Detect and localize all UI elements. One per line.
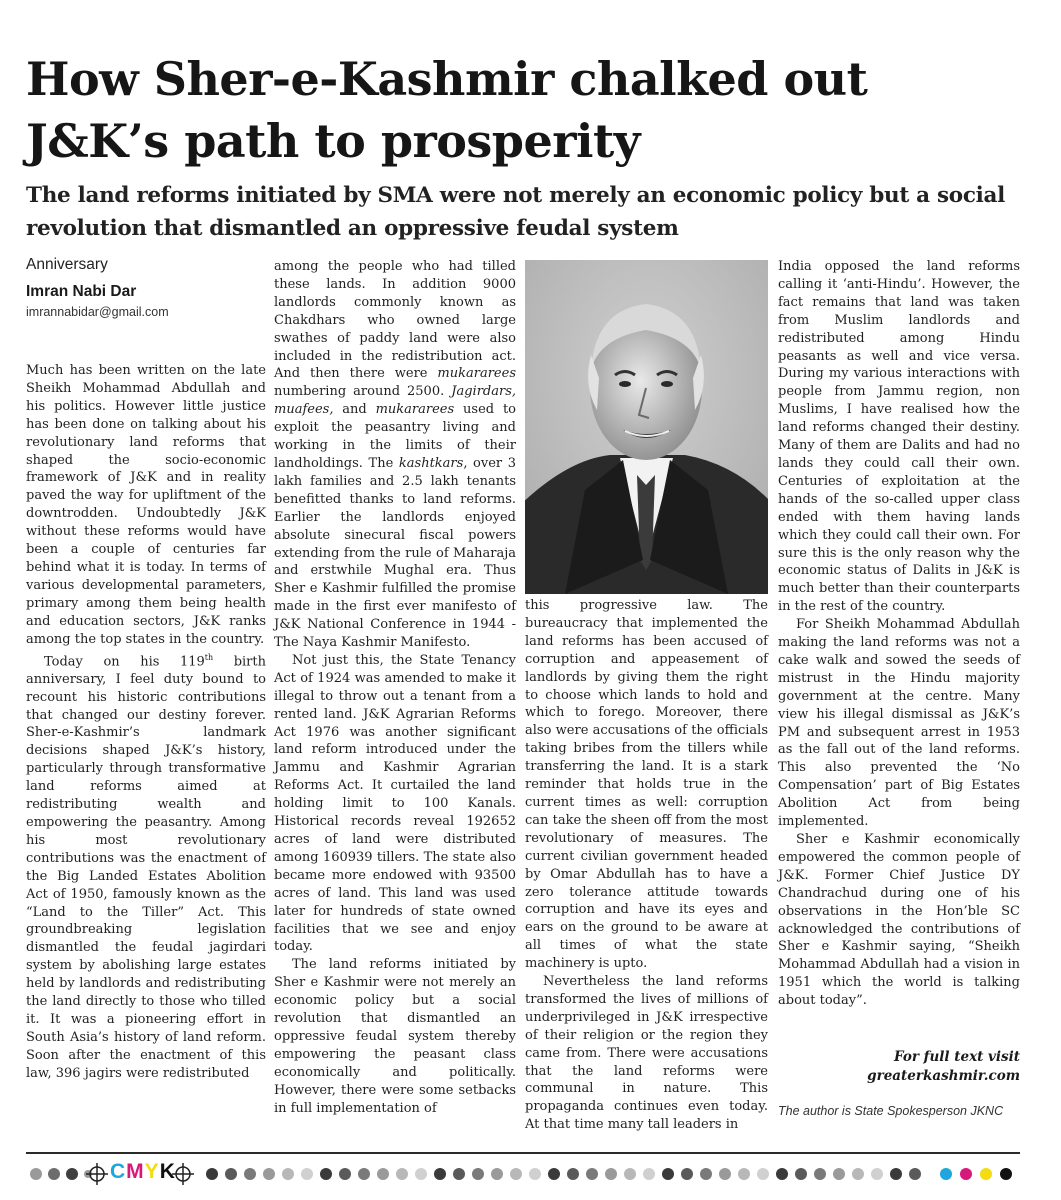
registration-dot <box>510 1168 522 1180</box>
registration-dot <box>225 1168 237 1180</box>
registration-dot <box>301 1168 313 1180</box>
registration-dot <box>852 1168 864 1180</box>
paragraph <box>274 258 516 652</box>
registration-dot <box>605 1168 617 1180</box>
text-run: used to exploit the peasantry living and working in the limits of their landholdings. The <box>274 402 516 471</box>
registration-dot <box>472 1168 484 1180</box>
registration-dot <box>776 1168 788 1180</box>
text-run: Sher-e-Kashmir’s landmark decisions shaped J&K’s history, particularly through transformative land reforms aimed at redistributing wealth and empowering the peasantry. Among his most revolutionary contributions was the enactment of the Big Landed Estates Abolition Act of 1950, famously known as the “Land to the Tiller” Act. This groundbreaking legislation dismantled the feudal jagirdari system by abolishing large estates held by landlords and redistributing the land directly to those who tilled it. It was a pioneering effort in South Asia’s history of land reform. Soon after the enactment of this law, 396 jagirs were redistributed <box>26 725 266 1081</box>
registration-dot <box>548 1168 560 1180</box>
registration-dot <box>358 1168 370 1180</box>
paragraph: India opposed the land reforms calling it ‘anti-Hindu’. However, the fact remains that land was taken from Muslim landlords and redistributed among Hindu peasants as well and vice versa. During my various interactions with people from Jammu region, non Muslims, I have realised how the land reforms changed their destiny. Many of them are Dalits and had no lands they could call their own. Centuries of exploitation at the hands of the so-called upper class ended with them having lands which they could call their own. For sure this is the only reason why the economic status of Dalits in J&K is much better than their counterparts in the rest of the country. <box>778 259 1020 615</box>
registration-dot <box>662 1168 674 1180</box>
registration-dot <box>434 1168 446 1180</box>
text-run: numbering around 2500. <box>274 384 452 400</box>
headline-line-1: How Sher-e-Kashmir chalked out <box>26 52 868 106</box>
italic-term: mukararees <box>375 402 455 418</box>
promo-link[interactable]: greaterkashmir.com <box>867 1068 1020 1084</box>
registration-dot <box>263 1168 275 1180</box>
registration-dot <box>624 1168 636 1180</box>
column-3 <box>525 597 768 1134</box>
registration-dot <box>890 1168 902 1180</box>
registration-dot <box>491 1168 503 1180</box>
footer-rule <box>26 1152 1020 1154</box>
column-2 <box>274 258 516 1118</box>
registration-dot <box>48 1168 60 1180</box>
magenta-dot <box>960 1168 972 1180</box>
registration-dot <box>814 1168 826 1180</box>
registration-dot <box>719 1168 731 1180</box>
paragraph <box>26 649 266 1083</box>
registration-dot <box>738 1168 750 1180</box>
superscript: th <box>204 652 214 662</box>
registration-dot <box>339 1168 351 1180</box>
print-registration-strip <box>26 1158 1020 1198</box>
registration-dot <box>415 1168 427 1180</box>
registration-dot <box>396 1168 408 1180</box>
deck: The land reforms initiated by SMA were not merely an economic policy but a social revolution that dismantled an oppressive feudal system <box>26 183 1005 241</box>
text-run: Today on his 119 <box>44 653 205 669</box>
promo-line: For full text visit <box>894 1049 1020 1065</box>
headline <box>26 48 1036 172</box>
italic-term: kashtkars <box>398 455 464 471</box>
paragraph: this progressive law. The bureaucracy that implemented the land reforms has been accused of corruption and appeasement of landlords by giving them the right to choose which lands to hold and which to forego. Moreover, there also were accusations of the officials taking bribes from the tillers while transferring the land. It is a stark reminder that holds true in the current times as well: corruption can take the sheen off from the most revolutionary of measures. The current civilian government headed by Omar Abdullah has to have a zero tolerance attitude towards corruption and have its eyes and ears on the ground to be aware at all times of what the state machinery is upto. <box>525 598 768 972</box>
full-text-promo <box>778 1048 1020 1086</box>
text-run: birth anniversary, I feel duty bound to recount his historic contributions that changed our destiny forever. <box>26 653 266 723</box>
text-run: and <box>333 402 376 418</box>
text-run: among the people who had tilled these lands. In addition 9000 landlords commonly known as Chakdhars who owned large swathes of paddy land were also included in the redistribution act. And then there were <box>274 259 516 382</box>
registration-dot <box>833 1168 845 1180</box>
registration-dot <box>567 1168 579 1180</box>
registration-dot <box>757 1168 769 1180</box>
paragraph: Sher e Kashmir economically empowered the common people of J&K. Former Chief Justice DY Chandrachud during one of his observations in the Hon’ble SC acknowledged the contributions of Sher e Kashmir saying, “Sheikh Mohammad Abdullah had a vision in 1951 which the world is talking about today”. <box>778 832 1020 1009</box>
crosshair-icon <box>86 1163 108 1185</box>
registration-dot <box>586 1168 598 1180</box>
portrait-photo <box>525 260 768 594</box>
column-4 <box>778 258 1020 1010</box>
registration-dot <box>282 1168 294 1180</box>
text-run: , over 3 lakh families and 2.5 lakh tenants benefitted thanks to land reforms. Earlier the landlords enjoyed absolute sinecural fiscal powers extending from the rule of Maharaja and erstwhile Mughal era. Thus Sher e Kashmir fulfilled the promise made in the first ever manifesto of J&K National Conference in 1944 - The Naya Kashmir Manifesto. <box>274 455 516 651</box>
cmyk-letter: Y <box>144 1160 160 1183</box>
italic-term: Jagirdars, muafees, <box>274 384 516 418</box>
byline <box>26 254 266 320</box>
registration-dot <box>320 1168 332 1180</box>
column-1 <box>26 362 266 1083</box>
registration-dot <box>681 1168 693 1180</box>
registration-dot <box>453 1168 465 1180</box>
registration-dot <box>643 1168 655 1180</box>
author-email: imrannabidar@gmail.com <box>26 305 169 319</box>
cmyk-letter: M <box>126 1160 145 1183</box>
cmyk-label <box>110 1160 176 1184</box>
registration-dot <box>871 1168 883 1180</box>
crosshair-icon <box>172 1163 194 1185</box>
registration-dot <box>529 1168 541 1180</box>
paragraph: Nevertheless the land reforms transformed the lives of millions of underprivileged in J&K irrespective of their religion or the region they came from. There were accusations that the land reforms were communal in nature. This propaganda continues even today. At that time many tall leaders in <box>525 974 768 1133</box>
yellow-dot <box>980 1168 992 1180</box>
registration-dot <box>30 1168 42 1180</box>
registration-dot <box>377 1168 389 1180</box>
cmyk-letter: K <box>159 1160 176 1183</box>
headline-line-2: J&K’s path to prosperity <box>26 114 640 168</box>
black-dot <box>1000 1168 1012 1180</box>
cyan-dot <box>940 1168 952 1180</box>
paragraph: For Sheikh Mohammad Abdullah making the land reforms was not a cake walk and sowed the seeds of mistrust in the Hindu majority government at the centre. Many view his illegal dismissal as J&K’s PM and subsequent arrest in 1953 as the fall out of the land reforms. This also prevented the ‘No Compensation’ part of Big Estates Abolition Act from being implemented. <box>778 617 1020 830</box>
portrait-illustration <box>525 260 768 594</box>
registration-dot <box>66 1168 78 1180</box>
registration-dot <box>909 1168 921 1180</box>
cmyk-letters <box>110 1160 176 1183</box>
italic-term: mukararees <box>437 366 516 382</box>
kicker: Anniversary <box>26 256 108 273</box>
author-note: The author is State Spokesperson JKNC <box>778 1104 1004 1118</box>
registration-dot <box>206 1168 218 1180</box>
registration-dot <box>795 1168 807 1180</box>
cmyk-letter: C <box>110 1160 127 1183</box>
paragraph: Much has been written on the late Sheikh Mohammad Abdullah and his politics. However little justice has been done on talking about his revolutionary land reforms that shaped the socio-economic framework of J&K and in reality paved the way for upliftment of the downtrodden. Undoubtedly J&K without these reforms would have been a couple of centuries far behind what it is today. In terms of various developmental parameters, primary among them being health and education sectors, J&K ranks among the top states in the country. <box>26 363 266 647</box>
registration-dot <box>700 1168 712 1180</box>
paragraph: The land reforms initiated by Sher e Kashmir were not merely an economic policy but a social revolution that dismantled an oppressive feudal system thereby empowering the peasant class economically and politically. However, there were some setbacks in full implementation of <box>274 957 516 1116</box>
registration-dot <box>244 1168 256 1180</box>
author-name: Imran Nabi Dar <box>26 283 137 300</box>
paragraph: Not just this, the State Tenancy Act of 1924 was amended to make it illegal to throw out a tenant from a rented land. J&K Agrarian Reforms Act 1976 was another significant land reform introduced under the Jammu and Kashmir Agrarian Reforms Act. It curtailed the land holding limit to 100 Kanals. Historical records reveal 192652 acres of land were distributed among 160939 tillers. The state also became more endowed with 93500 acres of land. This land was used later for hundreds of state owned facilities that we see and enjoy today. <box>274 652 516 955</box>
